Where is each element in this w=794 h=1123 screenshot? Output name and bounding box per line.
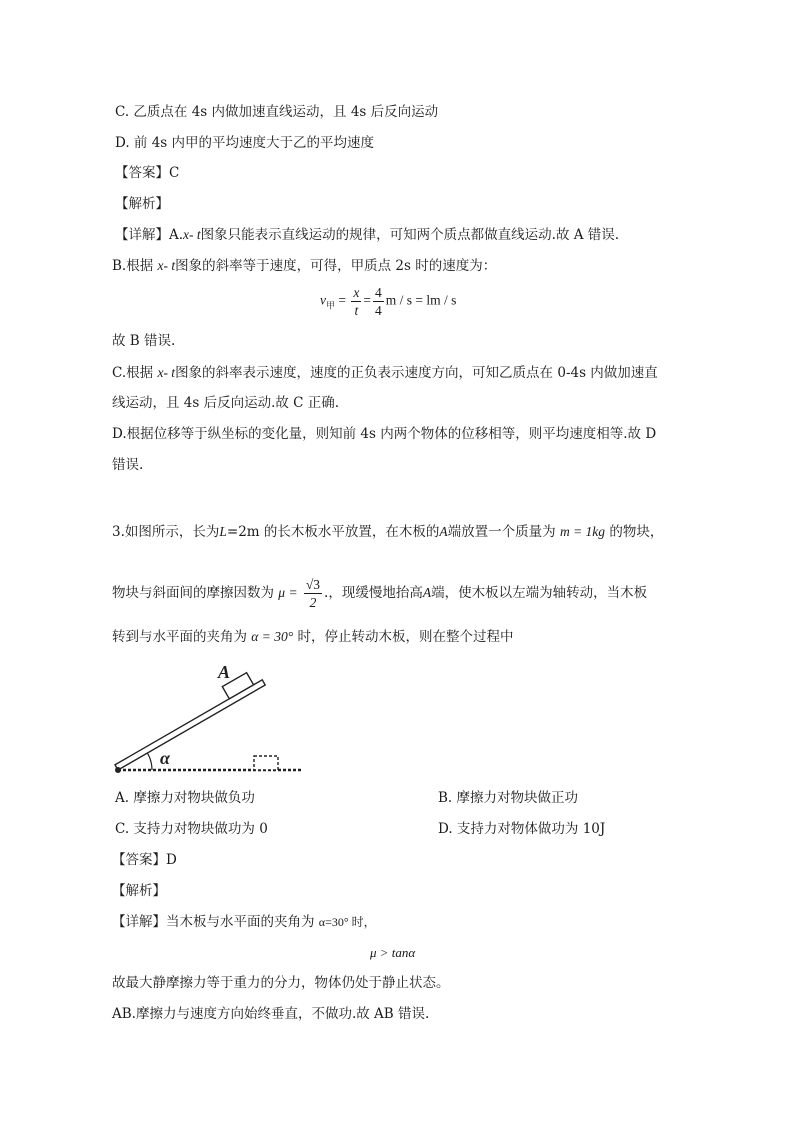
analysis-heading: 【解析】 xyxy=(115,196,169,212)
block-original-position xyxy=(254,756,278,770)
q3-line2-a: 物块与斜面间的摩擦因数为 xyxy=(112,585,274,601)
q3-A2: A xyxy=(422,585,432,600)
q3-A: A xyxy=(439,524,448,539)
detail-c xyxy=(112,364,658,382)
answer: 【答案】C xyxy=(115,165,180,181)
q3-option-d: D. 支持力对物体做功为 10J xyxy=(438,821,606,837)
q3-line3 xyxy=(112,628,513,646)
q3-detail-1 xyxy=(112,913,376,931)
option-d: D. 前 4s 内甲的平均速度大于乙的平均速度 xyxy=(115,135,375,151)
q3-mu-den: 2 xyxy=(309,595,317,610)
formula-v: v xyxy=(320,292,326,308)
q3-mu-fraction xyxy=(304,576,322,611)
q3-line2 xyxy=(112,576,647,611)
frac-num-4: 4 xyxy=(375,285,382,300)
fraction-x-t xyxy=(351,284,361,319)
q3-line3-b: 时，停止转动木板，则在整个过程中 xyxy=(297,629,514,645)
q3-L: L xyxy=(219,524,227,539)
board xyxy=(115,680,265,770)
detail-b-conclusion: 故 B 错误. xyxy=(112,333,176,349)
detail-b xyxy=(112,257,496,275)
q3-option-b: B. 摩擦力对物块做正功 xyxy=(438,790,579,806)
frac-num-x: x xyxy=(353,285,360,300)
q3-line1 xyxy=(112,523,663,541)
detail-b-prefix: B.根据 xyxy=(112,258,154,274)
xt-symbol-x: x xyxy=(157,365,164,380)
detail-b-rest: 图象的斜率等于速度，可得，甲质点 2s 时的速度为： xyxy=(175,258,497,274)
frac-den-t: t xyxy=(354,303,359,318)
q3-analysis-heading: 【解析】 xyxy=(112,883,166,899)
formula-tail: m / s = lm / s xyxy=(385,292,457,308)
end-label-a: A xyxy=(218,662,231,682)
q3-line1-b: =2m 的长木板水平放置，在木板的 xyxy=(226,524,440,540)
velocity-formula: $v_甲$ = $\frac{x}{t}$ = $\frac{4}{4}$ m / s = lm / s xyxy=(320,285,457,318)
q3-detail-alpha: α=30° 时， xyxy=(318,915,376,929)
detail-a xyxy=(115,226,619,244)
xt-symbol-t: - t xyxy=(189,227,201,242)
pivot xyxy=(115,767,121,773)
detail-d-line2: 错误. xyxy=(112,457,144,473)
q3-inequality: μ > tanα xyxy=(370,945,416,960)
frac-den-4: 4 xyxy=(375,303,382,318)
q3-line2-c: 端，使木板以左端为轴转动，当木板 xyxy=(431,585,648,601)
xt-symbol-t: - t xyxy=(163,258,176,273)
fraction-4-4 xyxy=(373,284,384,319)
detail-a-prefix: 【详解】A. xyxy=(115,227,184,243)
detail-c-line2: 线运动，且 4s 后反向运动.故 C 正确. xyxy=(112,395,340,411)
angle-arc xyxy=(147,753,152,770)
q3-mass: m = 1kg xyxy=(559,524,606,539)
q3-line3-a: 转到与水平面的夹角为 xyxy=(112,629,247,645)
xt-symbol-x: x xyxy=(157,258,164,273)
q3-mu-num: √3 xyxy=(305,577,321,592)
option-c: C. 乙质点在 4s 内做加速直线运动，且 4s 后反向运动 xyxy=(115,104,439,120)
q3-detail-3: AB.摩擦力与速度方向始终垂直，不做功.故 AB 错误. xyxy=(112,1006,430,1022)
q3-line1-a: 3.如图所示，长为 xyxy=(112,524,220,540)
q3-answer: 【答案】D xyxy=(112,852,177,868)
board-group xyxy=(112,668,265,770)
formula-sub: 甲 xyxy=(326,300,336,311)
angle-label: α xyxy=(160,748,170,768)
inclined-board-figure xyxy=(112,660,312,780)
detail-c-rest: 图象的斜率表示速度，速度的正负表示速度方向，可知乙质点在 0-4s 内做加速直 xyxy=(175,365,658,381)
q3-option-a: A. 摩擦力对物块做负功 xyxy=(115,790,255,806)
detail-d-line1: D.根据位移等于纵坐标的变化量，则知前 4s 内两个物体的位移相等，则平均速度相等.故 D xyxy=(112,426,657,442)
detail-c-prefix: C.根据 xyxy=(112,365,154,381)
q3-line1-d: 的物块， xyxy=(609,524,664,540)
q3-line2-b: .，现缓慢地抬高 xyxy=(324,585,423,601)
xt-symbol-x: x xyxy=(183,227,190,242)
q3-mu-eq: μ = xyxy=(278,585,298,600)
q3-detail-2: 故最大静摩擦力等于重力的分力，物体仍处于静止状态。 xyxy=(112,975,450,991)
q3-option-c: C. 支持力对物块做功为 0 xyxy=(115,821,268,837)
detail-a-rest: 图象只能表示直线运动的规律，可知两个质点都做直线运动.故 A 错误. xyxy=(200,227,620,243)
q3-detail-a: 【详解】当木板与水平面的夹角为 xyxy=(112,914,315,930)
q3-alpha: α = 30° xyxy=(251,629,294,644)
q3-line1-c: 端放置一个质量为 xyxy=(447,524,556,540)
xt-symbol-t: - t xyxy=(163,365,176,380)
